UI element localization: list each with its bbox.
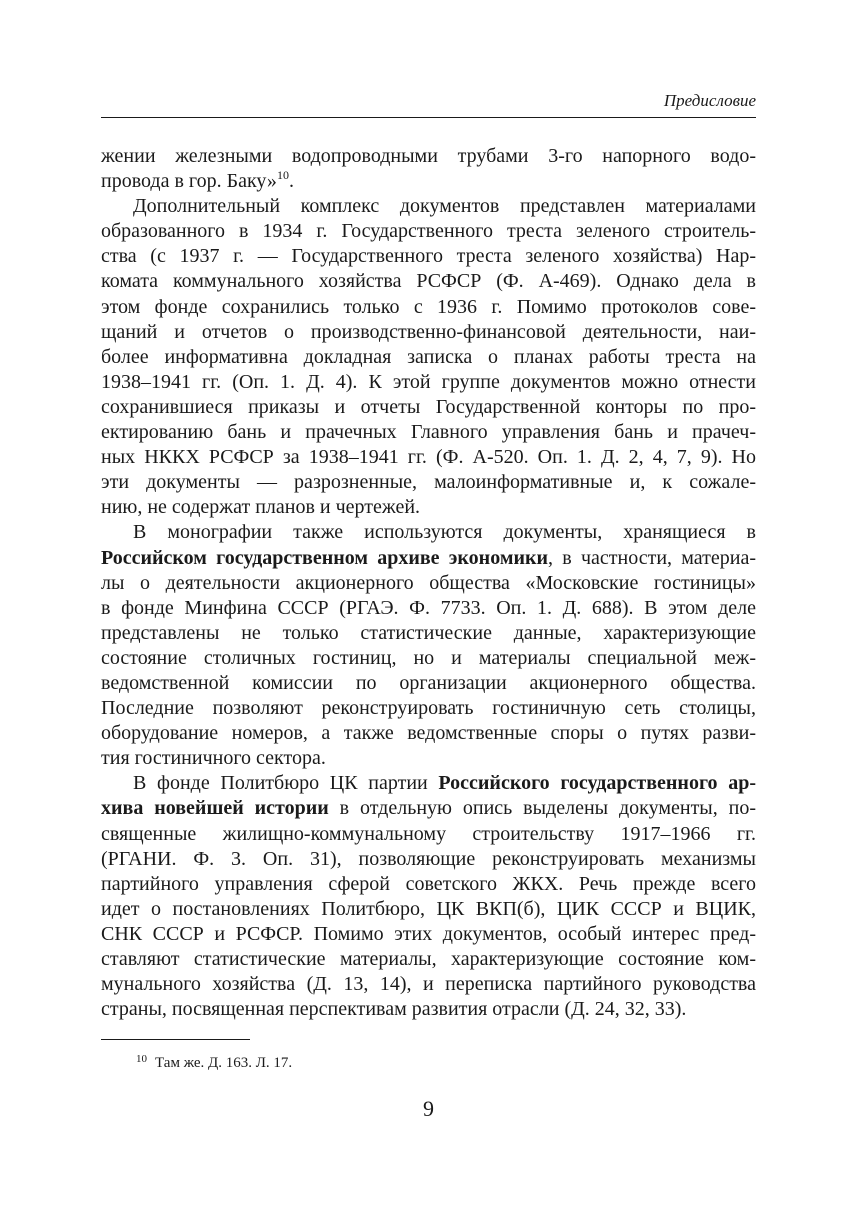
text-line: ных НККХ РСФСР за 1938–1941 гг. (Ф. А-520. Оп. 1. Д. 2, 4, 7, 9). Но [101,446,756,469]
archive-name: хива новейшей истории [101,797,329,820]
archive-name: Российском государственном архиве экономики [101,546,549,569]
text-line: ства (с 1937 г. — Государственного треста зеленого хозяйства) Нар- [101,245,756,268]
text-line: мунального хозяйства (Д. 13, 14), и переписка партийного руководства [101,973,756,996]
archive-name: Российского государственного ар- [438,772,756,795]
text-line: ектированию бань и прачечных Главного управления бань и прачеч- [101,421,756,444]
footnote-text: Там же. Д. 163. Л. 17. [155,1055,293,1071]
text-line: в фонде Минфина СССР (РГАЭ. Ф. 7733. Оп. 1. Д. 688). В этом деле [101,596,756,619]
text-line: нию, не содержат планов и чертежей. [101,496,421,519]
text-line: (РГАНИ. Ф. 3. Оп. 31), позволяющие реконструировать механизмы [101,847,756,870]
footnote [136,1053,292,1073]
text-fragment: В фонде Политбюро ЦК партии [133,772,439,795]
page-number: 9 [423,1096,434,1121]
text-line: жении железными водопроводными трубами 3-го напорного водо- [101,145,756,167]
text-line: ведомственной комиссии по организации акционерного общества. [101,671,756,694]
text-line: щаний и отчетов о производственно-финансовой деятельности, наи- [101,320,756,343]
text-line: Последние позволяют реконструировать гостиничную сеть столицы, [101,697,756,720]
text-line: образованного в 1934 г. Государственного треста зеленого строитель- [101,220,756,243]
text-fragment: . [288,170,294,193]
footnote-reference: 10 [276,168,289,183]
text-fragment: провода в гор. Баку» [101,170,277,193]
footnote-rule [101,1039,250,1040]
text-line: сохранившиеся приказы и отчеты Государственной конторы по про- [101,395,756,418]
text-line: партийного управления сферой советского ЖКХ. Речь прежде всего [101,872,756,895]
text-line: Дополнительный комплекс документов представлен материалами [133,195,756,218]
text-line: страны, посвященная перспективам развития отрасли (Д. 24, 32, 33). [101,998,687,1021]
header-rule [101,117,756,118]
text-line: идет о постановлениях Политбюро, ЦК ВКП(б), ЦИК СССР и ВЦИК, [101,897,756,920]
text-line: представлены не только статистические данные, характеризующие [101,621,756,644]
text-line: этом фонде сохранились только с 1936 г. Помимо протоколов сове- [101,295,756,318]
text-line [101,546,756,571]
text-line [101,771,756,796]
text-line: СНК СССР и РСФСР. Помимо этих документов, особый интерес пред- [101,922,756,945]
running-title: Предисловие [663,91,756,110]
text-line: лы о деятельности акционерного общества «Московские гостиницы» [101,571,756,594]
text-line: эти документы — разрозненные, малоинформативные и, к сожале- [101,471,756,494]
text-fragment: в отдельную опись выделены документы, по- [328,797,756,820]
text-line [101,796,756,821]
text-line: более информативна докладная записка о планах работы треста на [101,345,756,368]
text-fragment: , в частности, материа- [548,546,756,569]
text-line: оборудование номеров, а также ведомственные споры о путях разви- [101,722,756,745]
text-line: священные жилищно-коммунальному строительству 1917–1966 гг. [101,822,756,845]
text-line [101,169,756,194]
footnote-number: 10 [136,1053,147,1065]
text-line: 1938–1941 гг. (Оп. 1. Д. 4). К этой группе документов можно отнести [101,370,756,393]
text-line: состояние столичных гостиниц, но и материалы специальной меж- [101,646,756,669]
text-line: комата коммунального хозяйства РСФСР (Ф. А-469). Однако дела в [101,270,756,293]
body-text [101,144,756,1022]
text-line: ставляют статистические материалы, характеризующие состояние ком- [101,948,756,970]
text-line: В монографии также используются документы, хранящиеся в [133,521,756,544]
text-line: тия гостиничного сектора. [101,747,326,770]
